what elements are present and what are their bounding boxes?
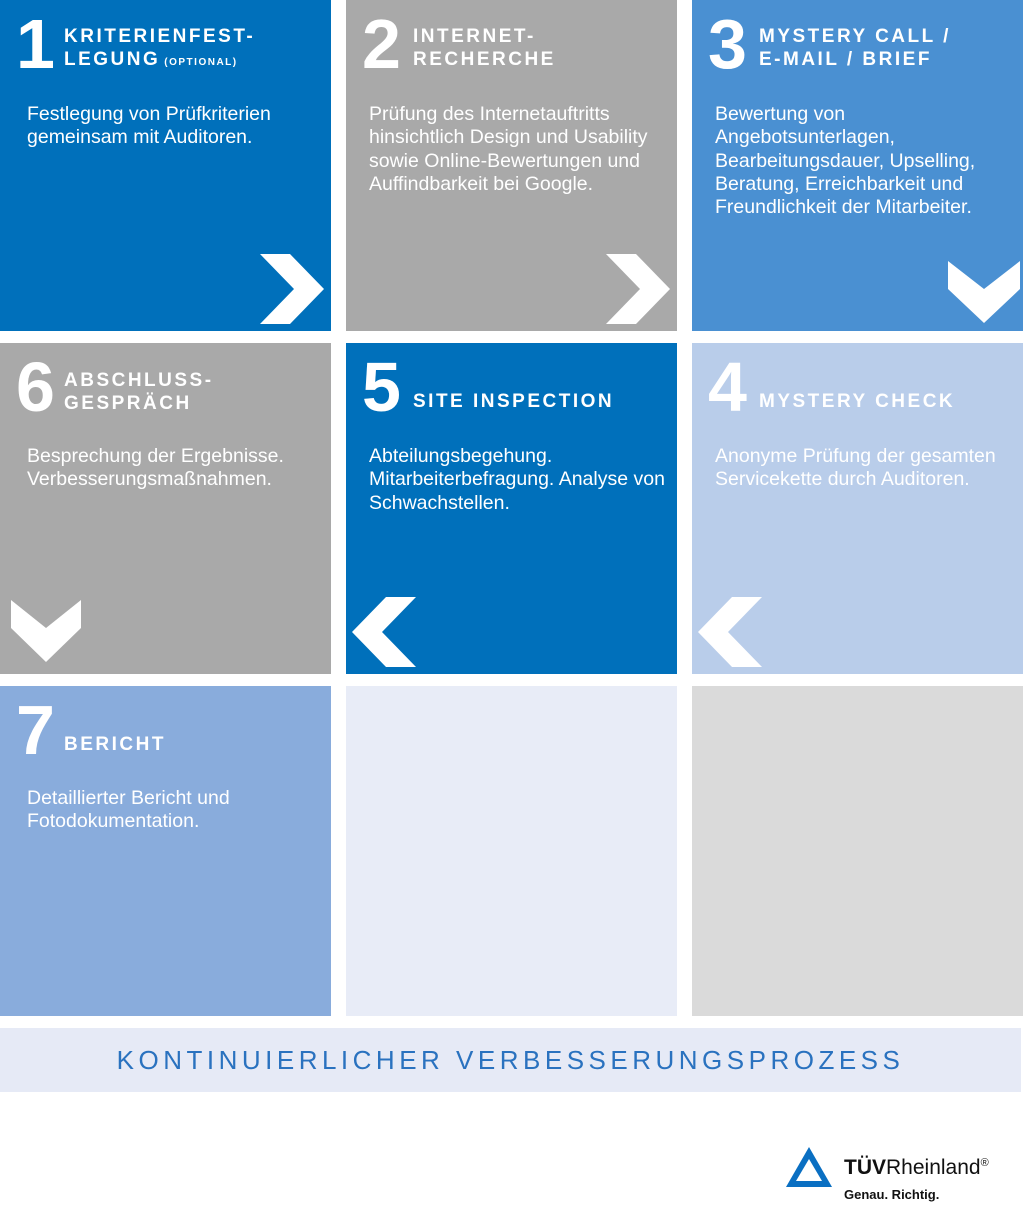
chevron-right-icon [606,254,670,324]
step-title-line: RECHERCHE [413,49,556,70]
step-title-line: E-MAIL / BRIEF [759,49,932,70]
step-description: Prüfung des Internetauftritts hinsichtlich Design und Usability sowie Online-Bewertungen und Auffindbarkeit bei Google. [369,103,648,195]
tuv-rheinland-logo [784,1145,1019,1205]
step-title: MYSTERY CHECK [759,391,956,412]
registered-mark: ® [980,1157,989,1169]
step-title [64,25,255,74]
chevron-down-icon [948,261,1020,323]
tuv-triangle-logo-icon [784,1145,834,1194]
step-2-tile [346,0,677,331]
step-description: Besprechung der Ergebnisse. Verbesserungsmaßnahmen. [27,445,284,491]
step-title-line: GESPRÄCH [64,393,192,414]
step-number: 5 [362,348,399,426]
step-description: Detaillierter Bericht und Fotodokumentation. [27,787,230,833]
brand-wordmark [844,1156,989,1180]
step-3-tile [692,0,1023,331]
empty-tile [692,686,1023,1016]
step-title-line: INTERNET- [413,26,536,47]
step-number: 2 [362,5,399,83]
chevron-left-icon [698,597,762,667]
step-description: Bewertung von Angebotsunterlagen, Bearbeitungsdauer, Upselling, Beratung, Erreichbarkeit und Freundlichkeit der Mitarbeiter. [715,103,976,219]
step-description: Anonyme Prüfung der gesamten Servicekette durch Auditoren. [715,445,996,491]
step-title [64,369,214,415]
step-description: Festlegung von Prüfkriterien gemeinsam mit Auditoren. [27,103,271,149]
step-title [759,25,951,71]
step-title-line: KRITERIENFEST- [64,26,256,47]
step-6-tile [0,343,331,674]
step-title-line: ABSCHLUSS- [64,370,214,391]
step-description: Abteilungsbegehung. Mitarbeiterbefragung. Analyse von Schwachstellen. [369,445,665,514]
step-title [413,25,556,71]
step-number: 6 [16,348,53,426]
chevron-down-icon [11,600,81,662]
step-5-tile [346,343,677,674]
step-1-tile [0,0,331,331]
step-4-tile [692,343,1023,674]
empty-tile [346,686,677,1016]
step-7-tile [0,686,331,1016]
brand-rest: Rheinland [886,1156,981,1179]
banner-text: KONTINUIERLICHER VERBESSERUNGSPROZESS [116,1044,905,1075]
chevron-right-icon [260,254,324,324]
brand-tagline: Genau. Richtig. [844,1187,940,1202]
step-title: BERICHT [64,734,166,755]
step-number: 4 [708,348,745,426]
chevron-left-icon [352,597,416,667]
step-title-note: (OPTIONAL) [164,57,238,68]
step-title: SITE INSPECTION [413,391,615,412]
step-number: 1 [16,5,53,83]
step-title-line: MYSTERY CALL / [759,26,951,47]
step-title-line: LEGUNG [64,49,161,70]
step-number: 7 [16,691,53,769]
process-banner [0,1028,1021,1092]
brand-bold: TÜV [844,1156,886,1179]
step-number: 3 [708,5,745,83]
